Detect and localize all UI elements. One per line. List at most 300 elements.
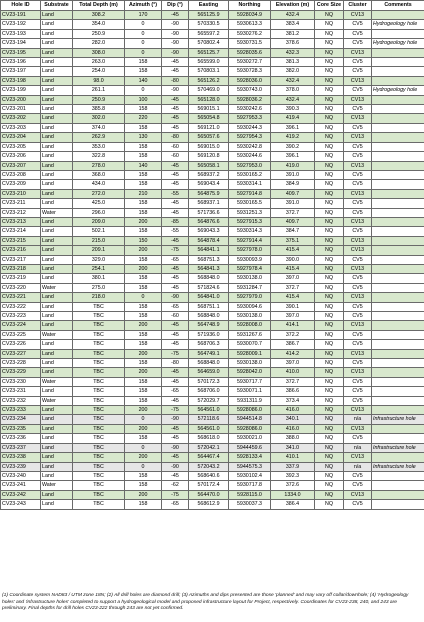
cell-easting: 569015.0 <box>189 142 229 151</box>
cell-substrate: Land <box>41 349 73 358</box>
cell-comments <box>372 312 424 321</box>
cell-northing: 5930743.0 <box>229 86 271 95</box>
cell-dip: -75 <box>162 490 189 499</box>
cell-total-depth: 250.9 <box>73 29 125 38</box>
cell-comments <box>372 152 424 161</box>
cell-northing: 5928042.0 <box>229 368 271 377</box>
cell-cluster: CV5 <box>344 39 372 48</box>
cell-hole-id: CV23-204 <box>1 133 41 142</box>
cell-comments <box>372 368 424 377</box>
cell-hole-id: CV23-206 <box>1 152 41 161</box>
table-row <box>1 396 424 405</box>
cell-cluster: CV5 <box>344 377 372 386</box>
cell-northing: 5930138.0 <box>229 312 271 321</box>
cell-elevation: 381.2 <box>271 29 315 38</box>
cell-total-depth: 218.0 <box>73 293 125 302</box>
cell-substrate: Land <box>41 453 73 462</box>
cell-comments <box>372 133 424 142</box>
cell-hole-id: CV23-229 <box>1 368 41 377</box>
cell-hole-id: CV23-220 <box>1 283 41 292</box>
cell-core-size: NQ <box>315 471 344 480</box>
cell-azimuth: 158 <box>125 377 162 386</box>
cell-dip: -45 <box>162 471 189 480</box>
cell-northing: 5927914.8 <box>229 189 271 198</box>
cell-substrate: Land <box>41 406 73 415</box>
cell-easting: 565597.2 <box>189 29 229 38</box>
cell-cluster: CV5 <box>344 58 372 67</box>
cell-substrate: Land <box>41 246 73 255</box>
cell-northing: 5928034.9 <box>229 11 271 20</box>
cell-comments <box>372 170 424 179</box>
table-row <box>1 255 424 264</box>
cell-azimuth: 200 <box>125 264 162 273</box>
cell-dip: -90 <box>162 48 189 57</box>
cell-comments: Infrastructure hole <box>372 415 424 424</box>
cell-easting: 568751.3 <box>189 255 229 264</box>
cell-substrate: Land <box>41 368 73 377</box>
cell-substrate: Water <box>41 330 73 339</box>
cell-hole-id: CV23-227 <box>1 349 41 358</box>
cell-total-depth: 308.2 <box>73 11 125 20</box>
cell-total-depth: 353.0 <box>73 142 125 151</box>
cell-total-depth: 215.0 <box>73 236 125 245</box>
table-row <box>1 48 424 57</box>
cell-total-depth: 380.1 <box>73 274 125 283</box>
cell-total-depth: TBC <box>73 462 125 471</box>
cell-core-size: NQ <box>315 29 344 38</box>
cell-dip: -45 <box>162 208 189 217</box>
cell-dip: -80 <box>162 133 189 142</box>
cell-substrate: Land <box>41 462 73 471</box>
table-row <box>1 424 424 433</box>
cell-total-depth: 262.9 <box>73 133 125 142</box>
cell-azimuth: 158 <box>125 105 162 114</box>
cell-dip: -90 <box>162 293 189 302</box>
cell-dip: -45 <box>162 11 189 20</box>
cell-cluster: CV5 <box>344 105 372 114</box>
cell-easting: 568848.0 <box>189 274 229 283</box>
cell-cluster: CV5 <box>344 123 372 132</box>
cell-northing: 5930613.3 <box>229 20 271 29</box>
cell-substrate: Land <box>41 500 73 509</box>
cell-elevation: 372.2 <box>271 330 315 339</box>
cell-easting: 565058.1 <box>189 161 229 170</box>
cell-comments <box>372 105 424 114</box>
cell-easting: 565125.9 <box>189 11 229 20</box>
cell-hole-id: CV23-198 <box>1 76 41 85</box>
cell-azimuth: 130 <box>125 133 162 142</box>
cell-easting: 570172.3 <box>189 377 229 386</box>
cell-elevation: 372.7 <box>271 208 315 217</box>
cell-easting: 564878.4 <box>189 236 229 245</box>
cell-hole-id: CV23-230 <box>1 377 41 386</box>
cell-comments <box>372 349 424 358</box>
cell-total-depth: 263.0 <box>73 58 125 67</box>
cell-elevation: 419.4 <box>271 114 315 123</box>
cell-comments <box>372 434 424 443</box>
cell-comments <box>372 161 424 170</box>
cell-elevation: 432.4 <box>271 76 315 85</box>
cell-northing: 5930102.4 <box>229 471 271 480</box>
table-row <box>1 293 424 302</box>
cell-total-depth: 254.1 <box>73 264 125 273</box>
cell-northing: 5931267.6 <box>229 330 271 339</box>
cell-easting: 564841.3 <box>189 264 229 273</box>
cell-easting: 571936.0 <box>189 330 229 339</box>
header-hole-id: Hole ID <box>1 1 41 11</box>
cell-core-size: NQ <box>315 86 344 95</box>
cell-core-size: NQ <box>315 264 344 273</box>
cell-total-depth: TBC <box>73 481 125 490</box>
cell-core-size: NQ <box>315 443 344 452</box>
cell-azimuth: 158 <box>125 481 162 490</box>
cell-hole-id: CV23-228 <box>1 359 41 368</box>
cell-dip: -80 <box>162 76 189 85</box>
cell-hole-id: CV23-212 <box>1 208 41 217</box>
cell-substrate: Land <box>41 11 73 20</box>
cell-hole-id: CV23-240 <box>1 471 41 480</box>
cell-core-size: NQ <box>315 453 344 462</box>
cell-dip: -75 <box>162 349 189 358</box>
cell-hole-id: CV23-214 <box>1 227 41 236</box>
cell-total-depth: 385.8 <box>73 105 125 114</box>
cell-northing: 5944459.6 <box>229 443 271 452</box>
cell-azimuth: 0 <box>125 29 162 38</box>
cell-azimuth: 100 <box>125 95 162 104</box>
cell-comments <box>372 406 424 415</box>
cell-azimuth: 158 <box>125 302 162 311</box>
cell-substrate: Water <box>41 283 73 292</box>
cell-core-size: NQ <box>315 217 344 226</box>
cell-substrate: Land <box>41 340 73 349</box>
cell-hole-id: CV23-224 <box>1 321 41 330</box>
cell-azimuth: 158 <box>125 471 162 480</box>
cell-cluster: CV13 <box>344 217 372 226</box>
cell-substrate: Land <box>41 48 73 57</box>
table-row <box>1 199 424 208</box>
cell-dip: -45 <box>162 264 189 273</box>
cell-total-depth: 254.0 <box>73 67 125 76</box>
table-row <box>1 161 424 170</box>
cell-azimuth: 210 <box>125 189 162 198</box>
cell-cluster: CV5 <box>344 283 372 292</box>
cell-comments: Infrastructure hole <box>372 462 424 471</box>
table-row <box>1 312 424 321</box>
cell-comments <box>372 471 424 480</box>
cell-elevation: 337.9 <box>271 462 315 471</box>
cell-elevation: 432.4 <box>271 11 315 20</box>
cell-hole-id: CV23-234 <box>1 415 41 424</box>
cell-cluster: CV13 <box>344 424 372 433</box>
cell-cluster: CV5 <box>344 481 372 490</box>
cell-total-depth: TBC <box>73 377 125 386</box>
cell-cluster: CV13 <box>344 490 372 499</box>
cell-total-depth: TBC <box>73 471 125 480</box>
cell-northing: 5930165.5 <box>229 199 271 208</box>
cell-total-depth: TBC <box>73 302 125 311</box>
cell-comments <box>372 293 424 302</box>
table-row <box>1 76 424 85</box>
cell-easting: 569121.0 <box>189 123 229 132</box>
cell-core-size: NQ <box>315 415 344 424</box>
cell-comments <box>372 387 424 396</box>
cell-total-depth: TBC <box>73 396 125 405</box>
cell-hole-id: CV23-195 <box>1 48 41 57</box>
table-row <box>1 142 424 151</box>
cell-dip: -45 <box>162 424 189 433</box>
cell-substrate: Land <box>41 264 73 273</box>
cell-comments <box>372 264 424 273</box>
cell-total-depth: TBC <box>73 490 125 499</box>
cell-comments <box>372 29 424 38</box>
cell-dip: -55 <box>162 227 189 236</box>
cell-northing: 5928133.4 <box>229 453 271 462</box>
table-row <box>1 443 424 452</box>
cell-substrate: Land <box>41 67 73 76</box>
cell-comments: Hydrogeology hole <box>372 39 424 48</box>
table-row <box>1 95 424 104</box>
cell-cluster: CV13 <box>344 368 372 377</box>
cell-easting: 570803.1 <box>189 67 229 76</box>
cell-elevation: 415.4 <box>271 264 315 273</box>
table-row <box>1 227 424 236</box>
cell-elevation: 397.0 <box>271 274 315 283</box>
cell-substrate: Land <box>41 255 73 264</box>
table-row <box>1 86 424 95</box>
cell-substrate: Land <box>41 471 73 480</box>
cell-hole-id: CV23-193 <box>1 29 41 38</box>
table-row <box>1 415 424 424</box>
cell-azimuth: 140 <box>125 161 162 170</box>
cell-substrate: Water <box>41 208 73 217</box>
table-body <box>1 11 424 510</box>
table-row <box>1 20 424 29</box>
cell-comments <box>372 359 424 368</box>
cell-cluster: CV5 <box>344 142 372 151</box>
cell-dip: -45 <box>162 377 189 386</box>
cell-dip: -45 <box>162 180 189 189</box>
cell-comments <box>372 114 424 123</box>
cell-hole-id: CV23-208 <box>1 170 41 179</box>
cell-azimuth: 200 <box>125 490 162 499</box>
cell-hole-id: CV23-216 <box>1 246 41 255</box>
cell-northing: 5928036.0 <box>229 76 271 85</box>
cell-hole-id: CV23-197 <box>1 67 41 76</box>
table-row <box>1 152 424 161</box>
cell-substrate: Water <box>41 396 73 405</box>
header-elevation: Elevation (m) <box>271 1 315 11</box>
cell-northing: 5931251.3 <box>229 208 271 217</box>
cell-easting: 564876.6 <box>189 217 229 226</box>
cell-core-size: NQ <box>315 387 344 396</box>
cell-northing: 5928009.1 <box>229 349 271 358</box>
table-row <box>1 283 424 292</box>
cell-comments <box>372 180 424 189</box>
cell-dip: -45 <box>162 67 189 76</box>
cell-elevation: 383.4 <box>271 20 315 29</box>
cell-total-depth: 209.0 <box>73 217 125 226</box>
table-row <box>1 58 424 67</box>
cell-core-size: NQ <box>315 377 344 386</box>
cell-easting: 564561.0 <box>189 424 229 433</box>
cell-hole-id: CV23-223 <box>1 312 41 321</box>
cell-easting: 570172.4 <box>189 481 229 490</box>
cell-northing: 5931284.7 <box>229 283 271 292</box>
cell-elevation: 397.0 <box>271 359 315 368</box>
cell-hole-id: CV23-239 <box>1 462 41 471</box>
cell-azimuth: 140 <box>125 76 162 85</box>
cell-dip: -45 <box>162 58 189 67</box>
cell-comments <box>372 481 424 490</box>
cell-substrate: Land <box>41 105 73 114</box>
cell-northing: 5930138.0 <box>229 359 271 368</box>
cell-elevation: 396.1 <box>271 123 315 132</box>
table-row <box>1 170 424 179</box>
cell-elevation: 419.2 <box>271 133 315 142</box>
cell-elevation: 378.0 <box>271 86 315 95</box>
cell-azimuth: 150 <box>125 236 162 245</box>
cell-core-size: NQ <box>315 114 344 123</box>
cell-azimuth: 158 <box>125 434 162 443</box>
cell-elevation: 390.0 <box>271 255 315 264</box>
cell-comments <box>372 490 424 499</box>
cell-dip: -90 <box>162 415 189 424</box>
table-row <box>1 264 424 273</box>
cell-cluster: CV13 <box>344 453 372 462</box>
cell-core-size: NQ <box>315 76 344 85</box>
cell-dip: -45 <box>162 114 189 123</box>
cell-northing: 5930094.6 <box>229 302 271 311</box>
cell-elevation: 391.0 <box>271 199 315 208</box>
cell-azimuth: 158 <box>125 142 162 151</box>
cell-azimuth: 0 <box>125 443 162 452</box>
cell-easting: 569043.3 <box>189 227 229 236</box>
cell-core-size: NQ <box>315 199 344 208</box>
cell-cluster: CV5 <box>344 312 372 321</box>
table-row <box>1 302 424 311</box>
cell-dip: -90 <box>162 86 189 95</box>
cell-dip: -45 <box>162 321 189 330</box>
cell-azimuth: 0 <box>125 20 162 29</box>
header-azimuth: Azimuth (°) <box>125 1 162 11</box>
cell-comments: Hydrogeology hole <box>372 20 424 29</box>
cell-easting: 564659.0 <box>189 368 229 377</box>
cell-comments: Infrastructure hole <box>372 443 424 452</box>
cell-cluster: CV5 <box>344 86 372 95</box>
cell-elevation: 1334.0 <box>271 490 315 499</box>
cell-dip: -60 <box>162 152 189 161</box>
cell-core-size: NQ <box>315 227 344 236</box>
cell-hole-id: CV23-235 <box>1 424 41 433</box>
cell-comments <box>372 246 424 255</box>
cell-elevation: 415.4 <box>271 246 315 255</box>
cell-easting: 564748.9 <box>189 321 229 330</box>
cell-core-size: NQ <box>315 67 344 76</box>
cell-elevation: 391.0 <box>271 170 315 179</box>
cell-substrate: Land <box>41 302 73 311</box>
cell-elevation: 415.4 <box>271 293 315 302</box>
cell-dip: -45 <box>162 368 189 377</box>
cell-comments <box>372 424 424 433</box>
cell-easting: 569015.1 <box>189 105 229 114</box>
cell-elevation: 384.7 <box>271 227 315 236</box>
cell-substrate: Land <box>41 274 73 283</box>
table-row <box>1 274 424 283</box>
header-core-size: Core Size <box>315 1 344 11</box>
cell-elevation: 340.1 <box>271 415 315 424</box>
cell-total-depth: 308.0 <box>73 48 125 57</box>
cell-comments <box>372 189 424 198</box>
table-row <box>1 67 424 76</box>
cell-core-size: NQ <box>315 236 344 245</box>
cell-core-size: NQ <box>315 359 344 368</box>
cell-northing: 5930731.5 <box>229 39 271 48</box>
cell-total-depth: TBC <box>73 387 125 396</box>
cell-cluster: CV5 <box>344 359 372 368</box>
cell-elevation: 397.0 <box>271 312 315 321</box>
cell-elevation: 432.3 <box>271 48 315 57</box>
cell-total-depth: TBC <box>73 406 125 415</box>
cell-core-size: NQ <box>315 500 344 509</box>
cell-northing: 5930070.7 <box>229 340 271 349</box>
cell-easting: 565599.0 <box>189 58 229 67</box>
cell-hole-id: CV23-231 <box>1 387 41 396</box>
table-row <box>1 349 424 358</box>
cell-hole-id: CV23-218 <box>1 264 41 273</box>
table-row <box>1 11 424 20</box>
cell-total-depth: 374.0 <box>73 123 125 132</box>
cell-easting: 568706.3 <box>189 340 229 349</box>
cell-substrate: Land <box>41 359 73 368</box>
cell-azimuth: 158 <box>125 387 162 396</box>
cell-total-depth: 261.1 <box>73 86 125 95</box>
cell-dip: -90 <box>162 462 189 471</box>
cell-hole-id: CV23-200 <box>1 95 41 104</box>
cell-cluster: CV5 <box>344 471 372 480</box>
cell-total-depth: TBC <box>73 340 125 349</box>
cell-core-size: NQ <box>315 349 344 358</box>
cell-substrate: Land <box>41 189 73 198</box>
cell-cluster: CV5 <box>344 227 372 236</box>
cell-hole-id: CV23-211 <box>1 199 41 208</box>
cell-dip: -45 <box>162 161 189 170</box>
cell-dip: -85 <box>162 217 189 226</box>
cell-elevation: 390.1 <box>271 302 315 311</box>
cell-core-size: NQ <box>315 246 344 255</box>
cell-easting: 568618.0 <box>189 434 229 443</box>
cell-total-depth: 98.0 <box>73 76 125 85</box>
cell-easting: 565125.7 <box>189 48 229 57</box>
cell-core-size: NQ <box>315 481 344 490</box>
cell-substrate: Land <box>41 490 73 499</box>
cell-azimuth: 200 <box>125 424 162 433</box>
cell-dip: -60 <box>162 312 189 321</box>
cell-northing: 5930314.1 <box>229 180 271 189</box>
cell-dip: -80 <box>162 359 189 368</box>
cell-total-depth: 322.8 <box>73 152 125 161</box>
cell-azimuth: 0 <box>125 48 162 57</box>
cell-comments <box>372 453 424 462</box>
cell-northing: 5930244.3 <box>229 123 271 132</box>
cell-azimuth: 158 <box>125 123 162 132</box>
cell-azimuth: 220 <box>125 114 162 123</box>
cell-total-depth: 275.0 <box>73 283 125 292</box>
cell-cluster: CV13 <box>344 48 372 57</box>
cell-substrate: Land <box>41 434 73 443</box>
cell-hole-id: CV23-217 <box>1 255 41 264</box>
cell-total-depth: TBC <box>73 453 125 462</box>
cell-northing: 5927978.4 <box>229 264 271 273</box>
